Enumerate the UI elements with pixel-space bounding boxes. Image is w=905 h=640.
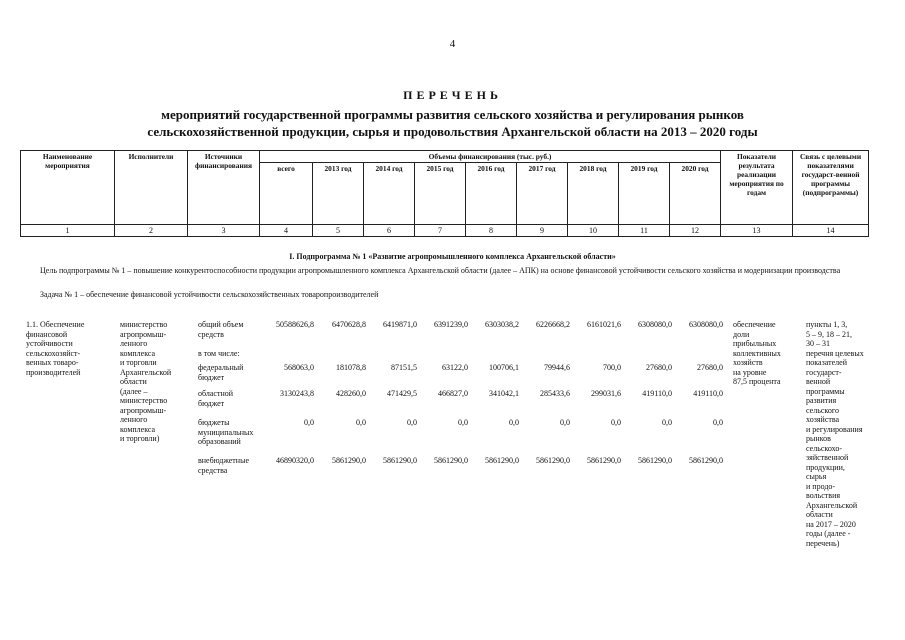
financing-source-label-line: внебюджетные — [198, 456, 249, 465]
measure-link-line: пункты 1, 3, — [806, 320, 848, 329]
column-number: 1 — [21, 225, 115, 237]
financing-source-label-line: бюджет — [198, 398, 225, 408]
header-year: 2013 год — [313, 163, 364, 225]
column-number: 5 — [313, 225, 364, 237]
header-year: 2016 год — [466, 163, 517, 225]
financing-value: 27680,0 — [697, 363, 723, 372]
financing-value: 0,0 — [662, 418, 672, 427]
measure-link-line: перечня целевых — [806, 348, 864, 358]
measure-link-line: показателей — [806, 358, 847, 367]
document-title: ПЕРЕЧЕНЬ — [403, 88, 502, 102]
measure-link-line: перечень) — [806, 538, 840, 548]
header-year: 2020 год — [670, 163, 721, 225]
financing-value: 6470628,8 — [332, 320, 366, 329]
financing-value: 568063,0 — [284, 363, 314, 372]
measure-result-line: коллективных — [733, 348, 781, 358]
measure-result-line: прибыльных — [733, 339, 777, 348]
measure-link-line: и продо- — [806, 481, 836, 491]
measure-name-line: сельскохозяйст- — [26, 348, 81, 358]
column-number: 7 — [415, 225, 466, 237]
financing-value: 100706,1 — [489, 363, 519, 372]
measure-link-line: государст- — [806, 367, 842, 377]
measure-link-line: программы — [806, 386, 845, 396]
measure-name-line: производителей — [26, 367, 81, 377]
financing-value: 5861290,0 — [638, 456, 672, 465]
financing-source-label — [198, 418, 268, 447]
measure-link-line: сельского — [806, 405, 839, 415]
column-number: 6 — [364, 225, 415, 237]
financing-value: 87151,5 — [391, 363, 417, 372]
financing-value: 6308080,0 — [689, 320, 723, 329]
financing-value: 5861290,0 — [485, 456, 519, 465]
measure-executor-line: ленного — [120, 415, 148, 424]
financing-value: 6419871,0 — [383, 320, 417, 329]
financing-value: 6308080,0 — [638, 320, 672, 329]
measure-link-line: на 2017 – 2020 — [806, 519, 856, 529]
measure-link-line: сырья — [806, 472, 827, 481]
header-table — [20, 150, 869, 237]
subprogram-heading: I. Подпрограмма № 1 «Развитие агропромышленного комплекса Архангельской области» — [289, 252, 616, 261]
header-link: Связь с целевыми показателями государст-венной программы (подпрограммы) — [793, 151, 869, 225]
column-number: 13 — [721, 225, 793, 237]
financing-value: 0,0 — [304, 418, 314, 427]
financing-value: 466827,0 — [438, 389, 468, 398]
measure-link-line: Архангельской — [806, 500, 858, 510]
financing-value: 3130243,8 — [280, 389, 314, 398]
financing-value: 285433,6 — [540, 389, 570, 398]
financing-source-label-line: федеральный — [198, 363, 244, 372]
header-executors: Исполнители — [115, 151, 188, 225]
header-volumes: Объемы финансирования (тыс. руб.) — [260, 151, 721, 163]
subprogram-goal: Цель подпрограммы № 1 – повышение конкурентоспособности продукции агропромышленного комплекса Архангельской области (далее – АПК) на основе финансовой устойчивости сельского хозяйства и модернизации производства — [40, 266, 841, 275]
financing-value: 299031,6 — [591, 389, 621, 398]
financing-value: 46890320,0 — [276, 456, 314, 465]
financing-source-label-line: общий объем — [198, 320, 244, 329]
financing-source-label-line: муниципальных — [198, 427, 254, 437]
measure-result-line: хозяйств — [733, 358, 763, 367]
header-year: 2015 год — [415, 163, 466, 225]
financing-value: 50588626,8 — [276, 320, 314, 329]
measure-link-line: вольствия — [806, 491, 841, 500]
financing-value: 63122,0 — [442, 363, 468, 372]
measure-executor-line: комплекса — [120, 424, 156, 434]
measure-link — [806, 320, 886, 548]
header-year: 2014 год — [364, 163, 415, 225]
measure-executors — [120, 320, 194, 444]
financing-source-label-line: в том числе: — [198, 349, 240, 358]
financing-value: 5861290,0 — [536, 456, 570, 465]
financing-value: 27680,0 — [646, 363, 672, 372]
column-number: 10 — [568, 225, 619, 237]
financing-value: 419110,0 — [642, 389, 672, 398]
financing-value: 5861290,0 — [434, 456, 468, 465]
measure-executor-line: министерство — [120, 396, 168, 405]
financing-source-label-line: бюджет — [198, 372, 225, 382]
document-subtitle — [0, 106, 905, 140]
measure-link-line: зяйственной — [806, 453, 849, 462]
measure-link-line: 30 – 31 — [806, 339, 830, 348]
financing-value: 5861290,0 — [689, 456, 723, 465]
measure-link-line: годы (далее - — [806, 529, 851, 538]
measure-link-line: хозяйства — [806, 415, 840, 424]
header-name: Наименование мероприятия — [21, 151, 115, 225]
financing-value: 5861290,0 — [332, 456, 366, 465]
financing-source-label — [198, 363, 268, 382]
measure-executor-line: Архангельской — [120, 367, 172, 377]
header-sources: Источники финансирования — [188, 151, 260, 225]
column-number: 3 — [188, 225, 260, 237]
measure-executor-line: министерство — [120, 320, 168, 329]
measure-executor-line: агропромыш- — [120, 405, 167, 415]
header-year: 2017 год — [517, 163, 568, 225]
measure-name — [26, 320, 116, 377]
financing-source-label-line: средства — [198, 465, 228, 475]
measure-link-line: продукции, — [806, 462, 845, 472]
financing-value: 0,0 — [509, 418, 519, 427]
subprogram-task: Задача № 1 – обеспечение финансовой устойчивости сельскохозяйственных товаропроизводителей — [40, 290, 379, 299]
financing-value: 419110,0 — [693, 389, 723, 398]
column-number: 14 — [793, 225, 869, 237]
financing-value: 0,0 — [713, 418, 723, 427]
financing-source-label — [198, 456, 268, 475]
financing-value: 6226668,2 — [536, 320, 570, 329]
page-number: 4 — [449, 38, 456, 50]
financing-value: 0,0 — [458, 418, 468, 427]
measure-link-line: развития — [806, 396, 837, 405]
financing-value: 0,0 — [407, 418, 417, 427]
measure-executor-line: комплекса — [120, 348, 156, 358]
measure-name-line: устойчивости — [26, 339, 73, 348]
financing-value: 341042,1 — [489, 389, 519, 398]
column-number: 8 — [466, 225, 517, 237]
measure-link-line: области — [806, 510, 833, 519]
measure-link-line: и регулирования — [806, 424, 863, 434]
financing-source-label — [198, 389, 268, 408]
subtitle-line-2: сельскохозяйственной продукции, сырья и продовольствия Архангельской области на 2013 – 2020 годы — [147, 124, 758, 139]
financing-source-label-line: средств — [198, 329, 224, 339]
measure-name-line: венных товаро- — [26, 358, 79, 367]
measure-executor-line: и торговли) — [120, 434, 160, 443]
measure-result-line: доли — [733, 329, 750, 339]
financing-value: 181078,8 — [336, 363, 366, 372]
financing-source-label — [198, 320, 268, 339]
financing-source-label — [198, 349, 268, 359]
measure-result — [733, 320, 805, 387]
financing-value: 5861290,0 — [383, 456, 417, 465]
financing-value: 0,0 — [356, 418, 366, 427]
financing-value: 5861290,0 — [587, 456, 621, 465]
column-number: 2 — [115, 225, 188, 237]
measure-name-line: финансовой — [26, 329, 68, 339]
subtitle-line-1: мероприятий государственной программы развития сельского хозяйства и регулирования рынков — [161, 107, 744, 122]
financing-source-label-line: бюджеты — [198, 418, 230, 427]
measure-executor-line: агропромыш- — [120, 329, 167, 339]
financing-value: 6303038,2 — [485, 320, 519, 329]
measure-result-line: 87,5 процента — [733, 377, 781, 386]
header-year: 2019 год — [619, 163, 670, 225]
column-number: 11 — [619, 225, 670, 237]
financing-value: 6391239,0 — [434, 320, 468, 329]
measure-executor-line: и торговли — [120, 358, 157, 367]
column-number: 12 — [670, 225, 721, 237]
measure-link-line: венной — [806, 377, 831, 386]
column-number: 9 — [517, 225, 568, 237]
column-number: 4 — [260, 225, 313, 237]
header-year: всего — [260, 163, 313, 225]
financing-value: 79944,6 — [544, 363, 570, 372]
financing-value: 6161021,6 — [587, 320, 621, 329]
measure-result-line: на уровне — [733, 367, 767, 377]
measure-name-line: 1.1. Обеспечение — [26, 320, 85, 329]
measure-executor-line: (далее – — [120, 386, 148, 396]
header-results: Показатели результата реализации мероприятия по годам — [721, 151, 793, 225]
financing-value: 0,0 — [560, 418, 570, 427]
measure-executor-line: ленного — [120, 339, 148, 348]
measure-link-line: сельскохо- — [806, 443, 843, 453]
measure-result-line: обеспечение — [733, 320, 776, 329]
financing-value: 428260,0 — [336, 389, 366, 398]
financing-value: 471429,5 — [387, 389, 417, 398]
measure-executor-line: области — [120, 377, 147, 386]
header-year: 2018 год — [568, 163, 619, 225]
measure-link-line: рынков — [806, 434, 831, 443]
financing-source-label-line: образований — [198, 437, 241, 446]
financing-value: 700,0 — [603, 363, 621, 372]
financing-source-label-line: областной — [198, 389, 234, 398]
measure-link-line: 5 – 9, 18 – 21, — [806, 329, 852, 339]
financing-value: 0,0 — [611, 418, 621, 427]
